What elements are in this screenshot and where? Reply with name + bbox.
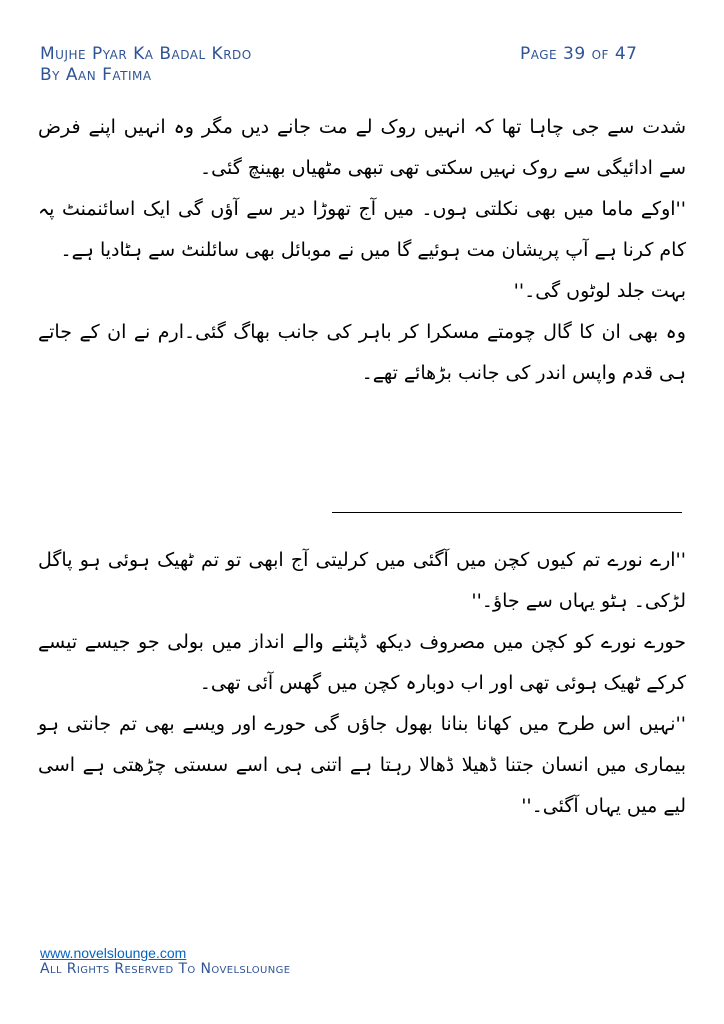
story-section-one (38, 107, 686, 394)
section-divider (332, 512, 682, 513)
website-link[interactable]: www.novelslounge.com (40, 945, 187, 961)
paragraph: ''اوکے ماما میں بھی نکلتی ہوں۔ میں آج تھوڑا دیر سے آؤں گی ایک اسائنمنٹ پہ کام کرنا ہے آپ پریشان مت ہوئیے گا میں نے موبائل بھی سائلنٹ سے ہٹادیا ہے۔ (38, 198, 686, 261)
paragraph: حورے نورے کو کچن میں مصروف دیکھ ڈپٹنے والے انداز میں بولی جو جیسے تیسے کرکے ٹھیک ہوئی تھی اور اب دوبارہ کچن میں گھس آئی تھی۔ (38, 631, 686, 694)
story-section-two (38, 540, 686, 827)
page-indicator: Page 39 of 47 (520, 44, 638, 64)
paragraph: ''نہیں اس طرح میں کھانا بنانا بھول جاؤں گی حورے اور ویسے بھی تم جانتی ہو بیماری میں انسان جتنا ڈھیلا ڈھالا رہتا ہے اتنی ہی اسے سستی چڑھتی ہے اسی لیے میں یہاں آگئی۔'' (38, 713, 686, 817)
rights-notice: All Rights Reserved To Novelslounge (40, 961, 291, 977)
novel-title: Mujhe Pyar Ka Badal Krdo (40, 44, 252, 64)
paragraph: ''ارے نورے تم کیوں کچن میں آگئی میں کرلیتی آج ابھی تو تم ٹھیک ہوئی ہو پاگل لڑکی۔ ہٹو یہاں سے جاؤ۔'' (38, 549, 686, 612)
paragraph: شدت سے جی چاہا تھا کہ انہیں روک لے مت جانے دیں مگر وہ انہیں اپنے فرض سے ادائیگی سے روک نہیں سکتی تھی تبھی مٹھیاں بھینچ گئی۔ (38, 116, 686, 179)
paragraph: وہ بھی ان کا گال چومتے مسکرا کر باہر کی جانب بھاگ گئی۔ارم نے ان کے جاتے ہی قدم واپس اندر کی جانب بڑھائے تھے۔ (38, 321, 686, 384)
paragraph: بہت جلد لوٹوں گی۔'' (513, 280, 686, 302)
author-name: By Aan Fatima (40, 65, 152, 85)
